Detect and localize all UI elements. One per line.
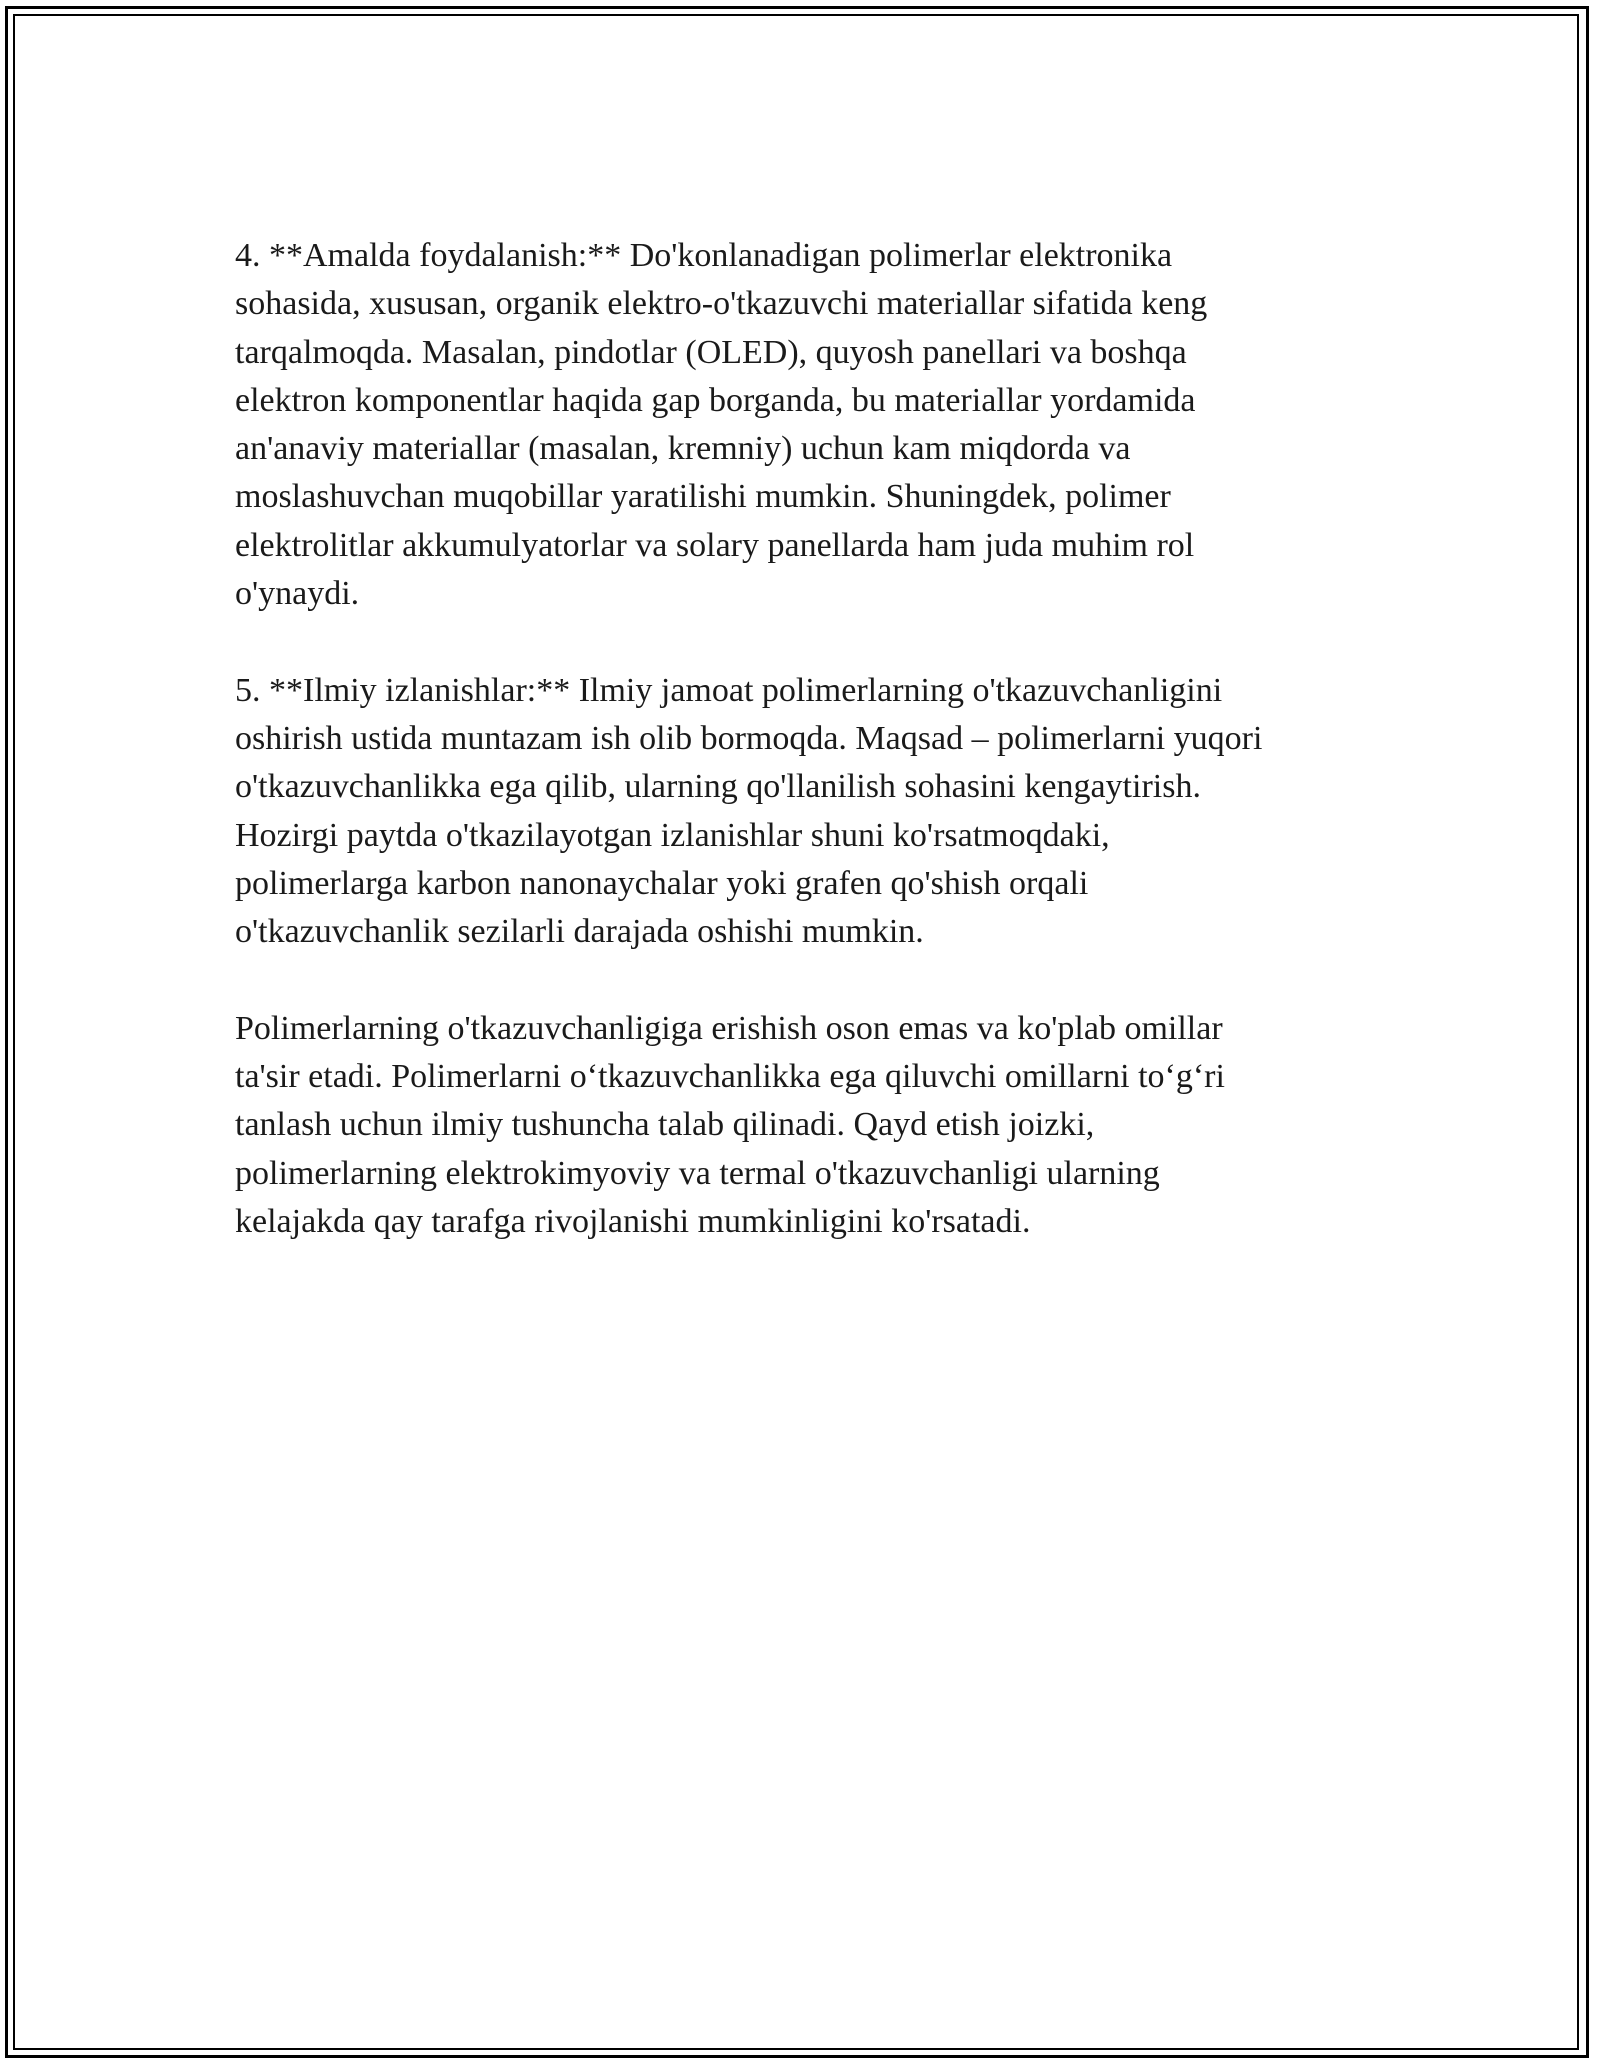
paragraph-practical-use: 4. **Amalda foydalanish:** Do'konlanadigan polimerlar elektronika sohasida, xususan, organik elektro-o'tkazuvchi materiallar sifatida keng tarqalmoqda. Masalan, pindotlar (OLED), quyosh panellari va boshqa elektron komponentlar haqida gap borganda, bu materiallar yordamida an'anaviy materiallar (masalan, kremniy) uchun kam miqdorda va moslashuvchan muqobillar yaratilishi mumkin. Shuningdek, polimer elektrolitlar akkumulyatorlar va solary panellarda ham juda muhim rol o'ynaydi. [235,237,1208,613]
document-body [235,232,1365,1295]
paragraph-conclusion: Polimerlarning o'tkazuvchanligiga erishish oson emas va ko'plab omillar ta'sir etadi. Polimerlarni o‘tkazuvchanlikka ega qiluvchi omillarni to‘g‘ri tanlash uchun ilmiy tushuncha talab qilinadi. Qayd etish joizki, polimerlarning elektrokimyoviy va termal o'tkazuvchanligi ularning kelajakda qay tarafga rivojlanishi mumkinligini ko'rsatadi. [235,1009,1225,1240]
paragraph-scientific-research: 5. **Ilmiy izlanishlar:** Ilmiy jamoat polimerlarning o'tkazuvchanligini oshirish ustida muntazam ish olib bormoqda. Maqsad – polimerlarni yuqori o'tkazuvchanlikka ega qilib, ularning qo'llanilish sohasini kengaytirish. Hozirgi paytda o'tkazilayotgan izlanishlar shuni ko'rsatmoqdaki, polimerlarga karbon nanonaychalar yoki grafen qo'shish orqali o'tkazuvchanlik sezilarli darajada oshishi mumkin. [235,671,1263,951]
